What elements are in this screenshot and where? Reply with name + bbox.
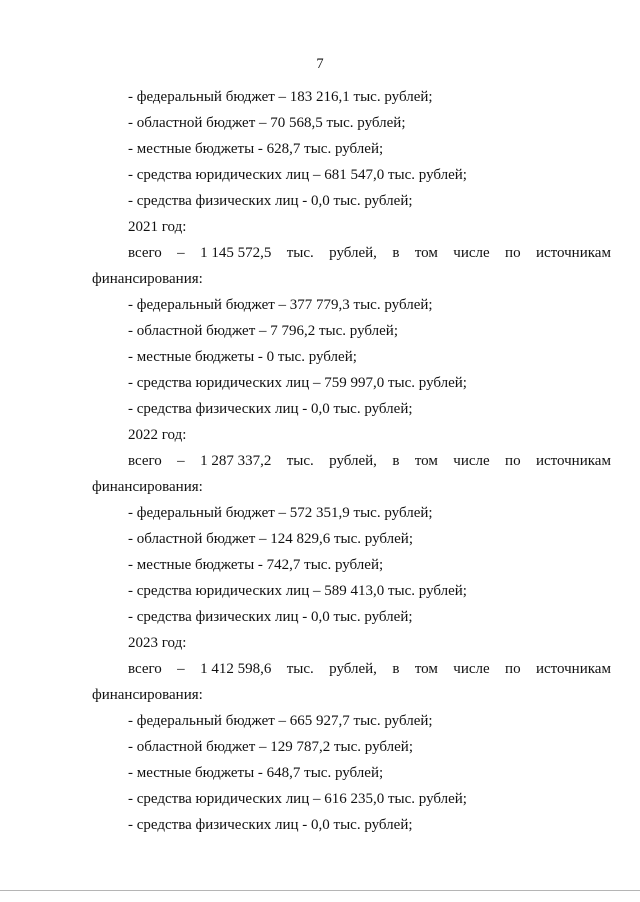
page-number: 7: [316, 56, 324, 72]
total-continuation: финансирования:: [92, 271, 203, 287]
funding-line: - местные бюджеты - 0 тыс. рублей;: [128, 349, 357, 365]
funding-line: - областной бюджет – 129 787,2 тыс. рублей;: [128, 739, 413, 755]
funding-line: - федеральный бюджет – 572 351,9 тыс. рублей;: [128, 505, 433, 521]
funding-line: - средства физических лиц - 0,0 тыс. рублей;: [128, 401, 413, 417]
funding-line: - средства юридических лиц – 589 413,0 тыс. рублей;: [128, 583, 467, 599]
funding-line: - федеральный бюджет – 183 216,1 тыс. рублей;: [128, 89, 433, 105]
funding-line: - средства физических лиц - 0,0 тыс. рублей;: [128, 193, 413, 209]
total-line: всего – 1 287 337,2 тыс. рублей, в том числе по источникам: [128, 453, 611, 469]
funding-line: - средства юридических лиц – 759 997,0 тыс. рублей;: [128, 375, 467, 391]
year-heading: 2022 год:: [128, 427, 187, 443]
funding-line: - средства юридических лиц – 681 547,0 тыс. рублей;: [128, 167, 467, 183]
total-line: всего – 1 145 572,5 тыс. рублей, в том числе по источникам: [128, 245, 611, 261]
funding-line: - областной бюджет – 124 829,6 тыс. рублей;: [128, 531, 413, 547]
funding-line: - средства физических лиц - 0,0 тыс. рублей;: [128, 609, 413, 625]
funding-line: - федеральный бюджет – 665 927,7 тыс. рублей;: [128, 713, 433, 729]
funding-line: - средства физических лиц - 0,0 тыс. рублей;: [128, 817, 413, 833]
funding-line: - областной бюджет – 7 796,2 тыс. рублей;: [128, 323, 398, 339]
page-bottom-rule: [0, 890, 640, 891]
year-heading: 2021 год:: [128, 219, 187, 235]
funding-line: - местные бюджеты - 648,7 тыс. рублей;: [128, 765, 384, 781]
funding-line: - областной бюджет – 70 568,5 тыс. рублей;: [128, 115, 406, 131]
total-continuation: финансирования:: [92, 687, 203, 703]
total-line: всего – 1 412 598,6 тыс. рублей, в том числе по источникам: [128, 661, 611, 677]
funding-line: - местные бюджеты - 742,7 тыс. рублей;: [128, 557, 384, 573]
year-heading: 2023 год:: [128, 635, 187, 651]
total-continuation: финансирования:: [92, 479, 203, 495]
funding-line: - средства юридических лиц – 616 235,0 тыс. рублей;: [128, 791, 467, 807]
funding-line: - местные бюджеты - 628,7 тыс. рублей;: [128, 141, 384, 157]
funding-line: - федеральный бюджет – 377 779,3 тыс. рублей;: [128, 297, 433, 313]
